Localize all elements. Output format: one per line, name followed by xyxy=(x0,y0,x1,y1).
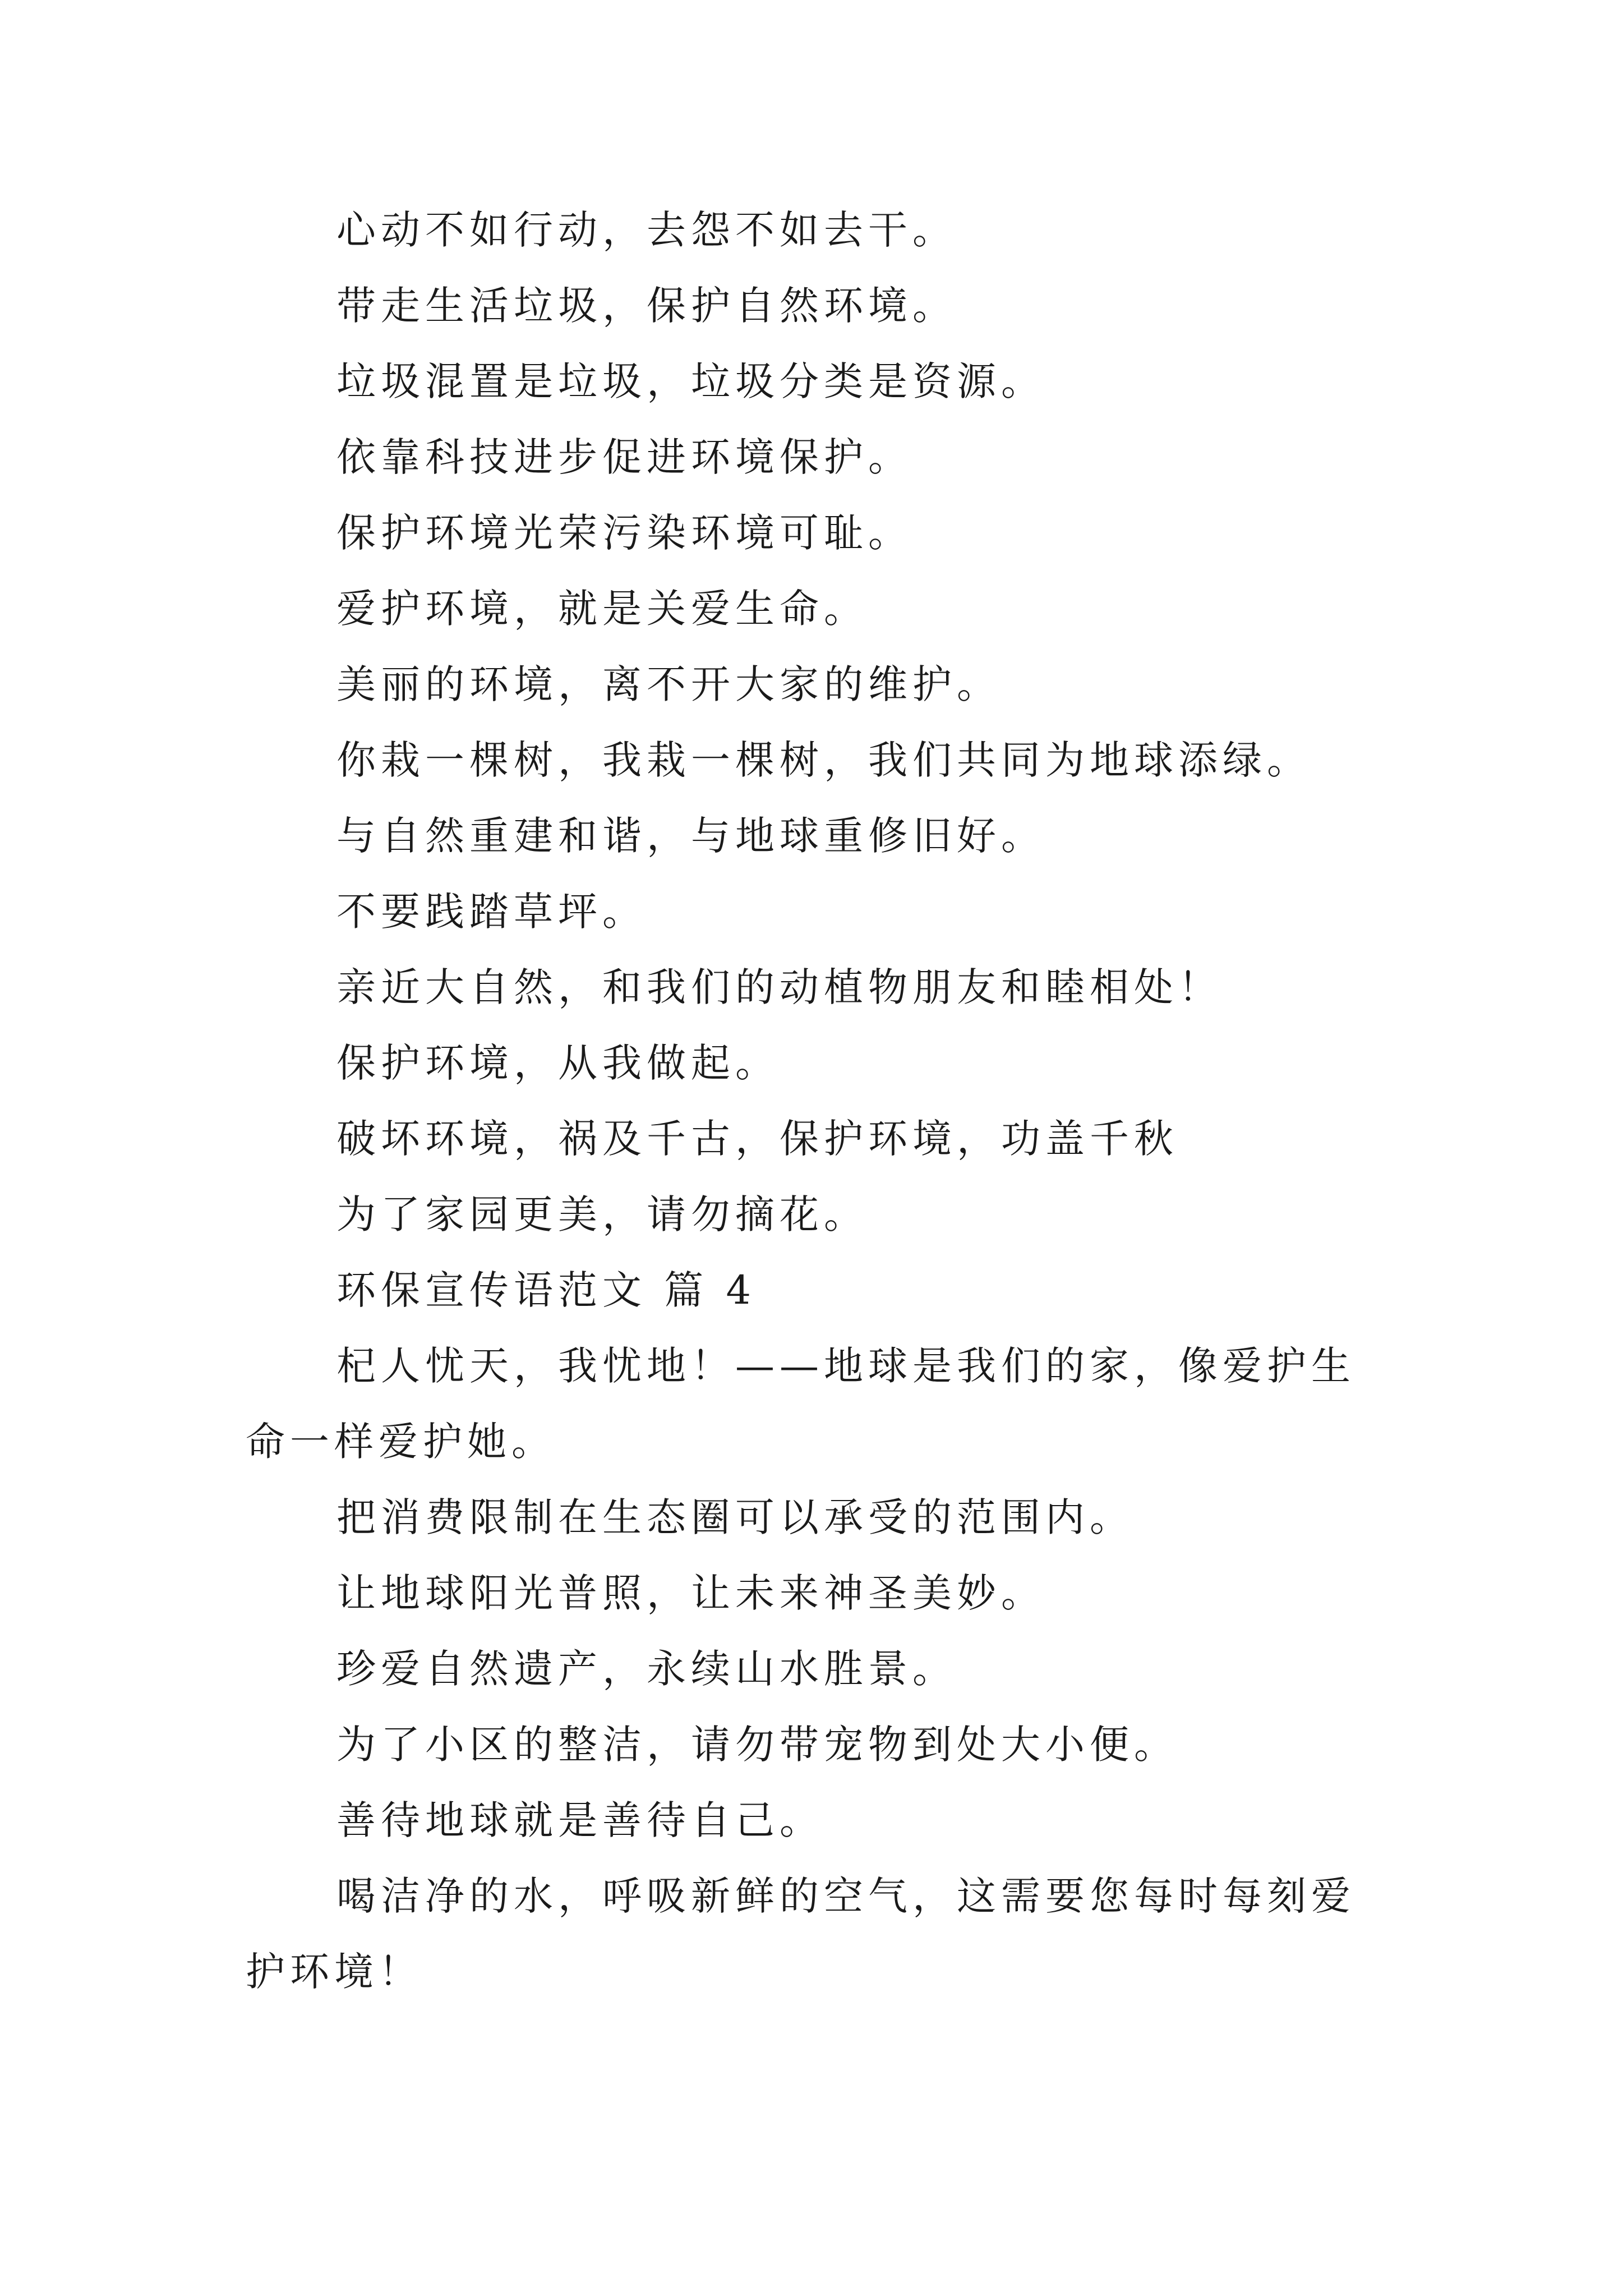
paragraph: 心动不如行动，去怨不如去干。 xyxy=(336,207,957,253)
paragraph: 让地球阳光普照，让未来神圣美妙。 xyxy=(336,1570,1045,1616)
paragraph: 保护环境光荣污染环境可耻。 xyxy=(336,510,912,556)
paragraph: 保护环境，从我做起。 xyxy=(336,1040,780,1086)
paragraph: 喝洁净的水，呼吸新鲜的空气，这需要您每时每刻爱护环境！ xyxy=(246,1873,1355,1995)
paragraph: 爱护环境，就是关爱生命。 xyxy=(336,586,868,632)
paragraph: 为了家园更美，请勿摘花。 xyxy=(336,1191,868,1237)
paragraph: 垃圾混置是垃圾，垃圾分类是资源。 xyxy=(336,358,1045,404)
paragraph: 亲近大自然，和我们的动植物朋友和睦相处！ xyxy=(336,964,1223,1010)
paragraph: 依靠科技进步促进环境保护。 xyxy=(336,434,912,480)
section-heading: 环保宣传语范文 篇 4 xyxy=(336,1267,757,1313)
paragraph: 带走生活垃圾，保护自然环境。 xyxy=(336,283,957,329)
document-body xyxy=(246,192,1390,2010)
paragraph: 美丽的环境，离不开大家的维护。 xyxy=(336,661,1001,707)
paragraph: 不要践踏草坪。 xyxy=(336,889,647,935)
paragraph: 杞人忧天，我忧地！——地球是我们的家，像爱护生命一样爱护她。 xyxy=(246,1343,1355,1465)
paragraph: 与自然重建和谐，与地球重修旧好。 xyxy=(336,813,1045,859)
paragraph: 为了小区的整洁，请勿带宠物到处大小便。 xyxy=(336,1722,1178,1768)
paragraph: 善待地球就是善待自己。 xyxy=(336,1797,824,1843)
paragraph: 把消费限制在生态圈可以承受的范围内。 xyxy=(336,1494,1134,1540)
paragraph: 破坏环境，祸及千古，保护环境，功盖千秋 xyxy=(336,1116,1178,1162)
paragraph: 你栽一棵树，我栽一棵树，我们共同为地球添绿。 xyxy=(336,737,1311,783)
paragraph: 珍爱自然遗产，永续山水胜景。 xyxy=(336,1646,957,1692)
